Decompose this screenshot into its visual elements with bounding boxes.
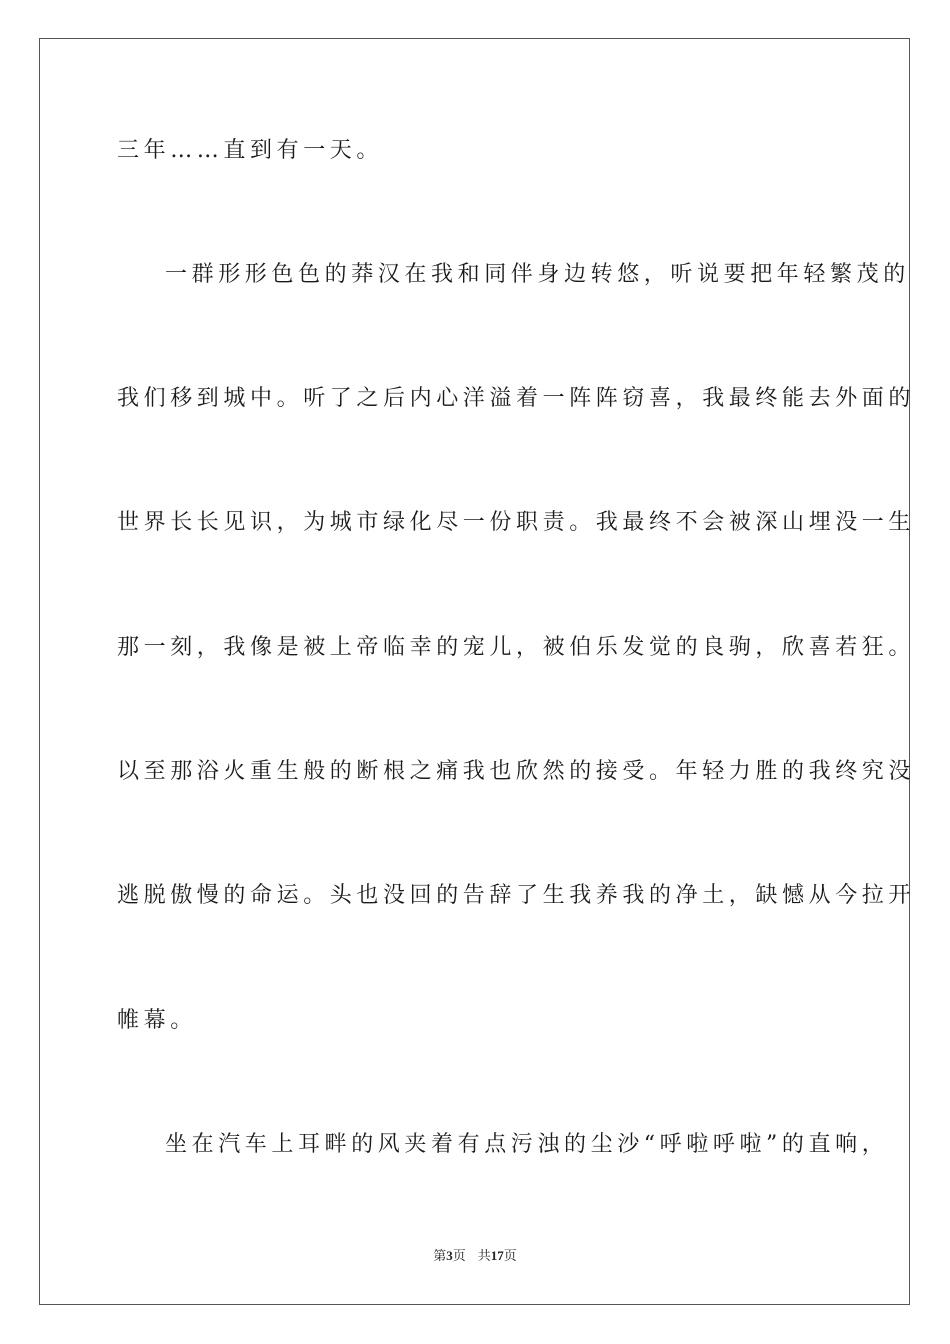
page-number: 3 xyxy=(446,1248,453,1263)
text-line: 以至那浴火重生般的断根之痛我也欣然的接受。年轻力胜的我终究没 xyxy=(117,759,916,784)
total-pages: 17 xyxy=(490,1248,504,1263)
page-border xyxy=(39,38,916,1305)
text-line: 三年……直到有一天。 xyxy=(117,138,384,163)
text-line: 我们移到城中。听了之后内心洋溢着一阵阵窃喜，我最终能去外面的 xyxy=(117,386,916,411)
text-line: 帷幕。 xyxy=(117,1008,197,1033)
page-suffix: 页 xyxy=(452,1248,466,1263)
total-suffix: 页 xyxy=(503,1248,517,1263)
text-line: 世界长长见识，为城市绿化尽一份职责。我最终不会被深山埋没一生 xyxy=(117,510,916,535)
text-line: 那一刻，我像是被上帝临幸的宠儿，被伯乐发觉的良驹，欣喜若狂。 xyxy=(117,635,916,660)
page-prefix: 第 xyxy=(433,1248,447,1263)
text-line: 坐在汽车上耳畔的风夹着有点污浊的尘沙“呼啦呼啦”的直响， xyxy=(165,1132,889,1157)
text-line: 一群形形色色的莽汉在我和同伴身边转悠，听说要把年轻繁茂的 xyxy=(165,262,910,287)
text-line: 逃脱傲慢的命运。头也没回的告辞了生我养我的净土，缺憾从今拉开 xyxy=(117,883,916,908)
page-footer xyxy=(0,1247,950,1265)
total-prefix: 共 xyxy=(477,1248,491,1263)
